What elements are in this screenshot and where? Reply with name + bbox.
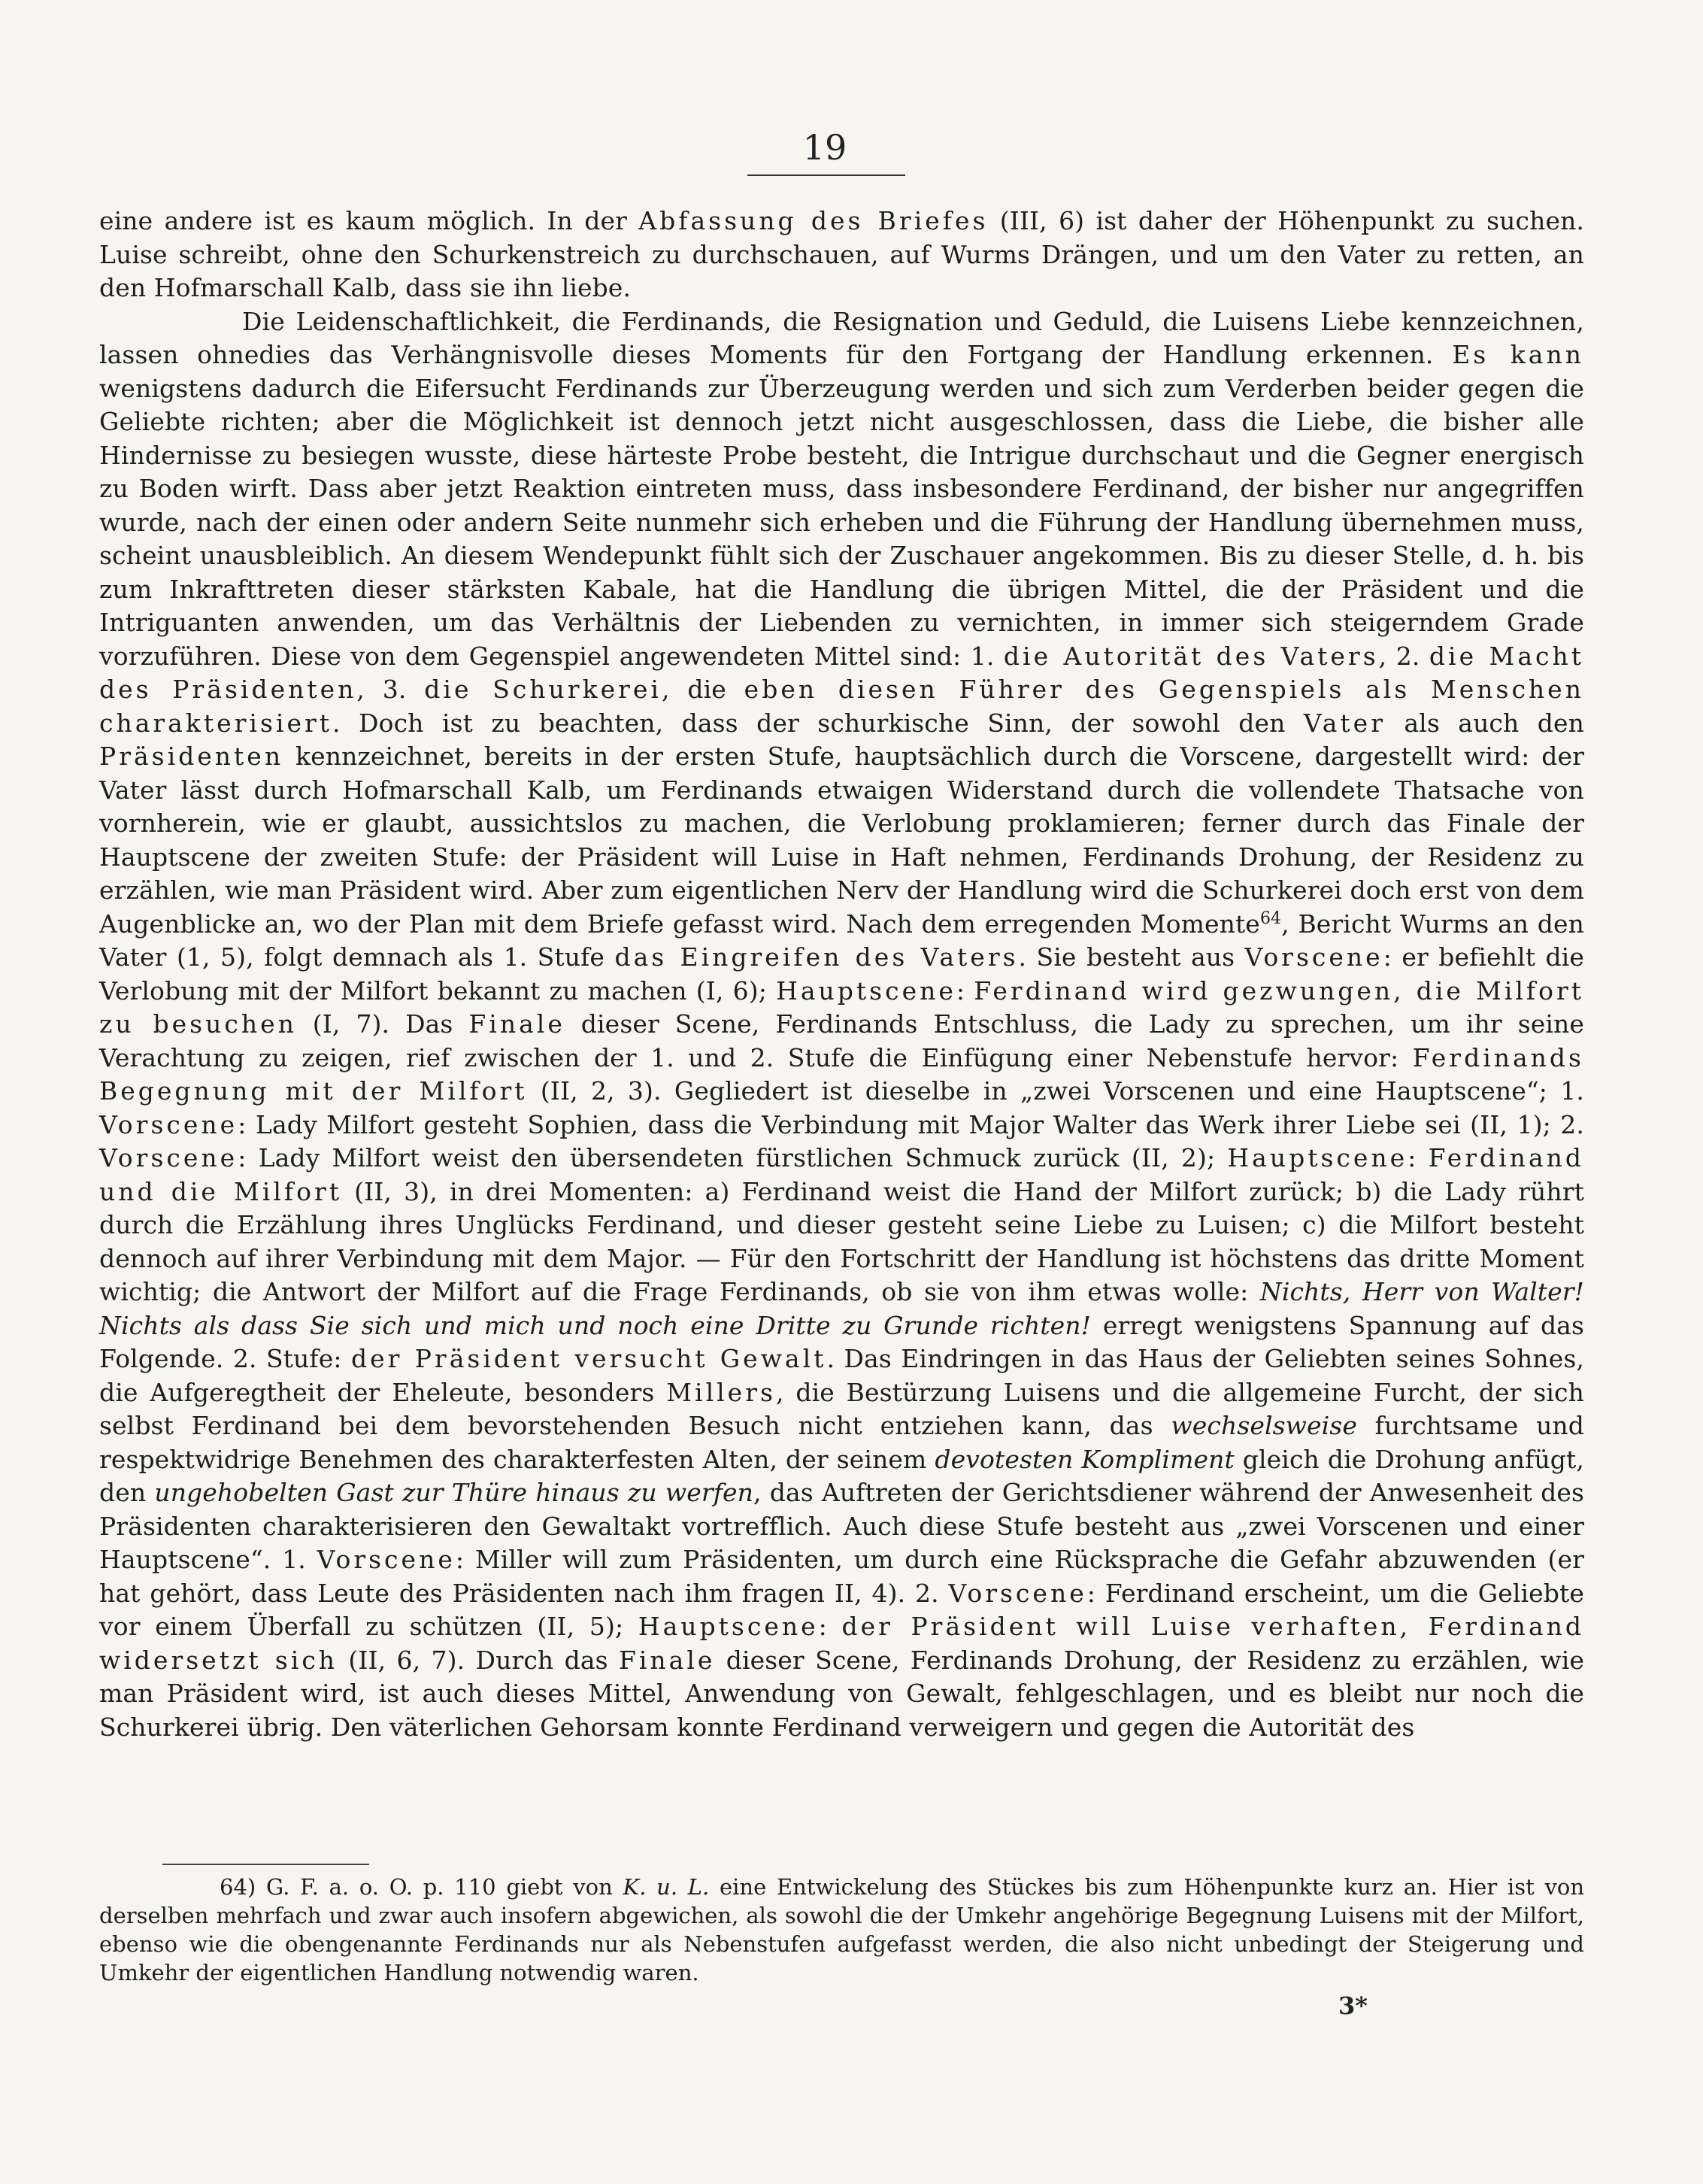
text-run: : Lady Milfort gesteht Sophien, dass die Verbindung mit Major Walter das Werk ihrer Liebe sei (II, 1); 2. — [238, 1109, 1584, 1139]
text-run: eine andere ist es kaum möglich. In der — [99, 206, 639, 235]
text-run: dieser Scene, Ferdinands Drohung, der Residenz zu erzählen, wie man Präsident wird, ist auch dieses Mittel, Anwendung von Gewalt, fehlgeschlagen, und es bleibt nur noch die Schurkerei übrig. Den väterlichen Gehorsam konnte Ferdinand verweigern und gegen die Autorität des — [99, 1645, 1584, 1742]
text-run: erregt wenigstens Spannung auf das Folgende. 2. Stufe: — [99, 1310, 1584, 1373]
text-run: (I, 7). Das — [296, 1009, 469, 1039]
main-text — [99, 205, 1584, 1744]
text-run: (II, 3), in drei Momenten: a) Ferdinand weist die Hand der Milfort zurück; b) die Lady rührt durch die Erzählung ihres Unglücks Ferdinand, und dieser gesteht seine Liebe zu Luisen; c) die Milfort besteht dennoch auf ihrer Verbindung mit dem Major. — Für den Fortschritt der Handlung ist höchstens das dritte Moment wichtig; die Antwort der Milfort auf die Frage Ferdinands, ob sie von ihm etwas wolle: — [99, 1176, 1584, 1306]
footnote-ref: 64 — [1259, 908, 1282, 928]
text-run: als auch den — [1385, 708, 1584, 738]
spaced-span: die Autorität des Vaters — [1003, 641, 1379, 671]
text-run: : — [818, 1612, 842, 1641]
italic-span: wechselsweise — [1171, 1411, 1357, 1440]
spaced-span: eben diesen Führer des Gegenspiels als Menschen charakterisiert — [99, 675, 1584, 738]
text-run: , 3. — [356, 675, 425, 704]
spaced-span: die Macht des Präsidenten — [99, 641, 1584, 704]
text-run: , die Bestürzung Luisens und die allgemeine Furcht, der sich selbst Ferdinand bei dem bevorstehenden Besuch nicht entziehen kann, das — [99, 1377, 1584, 1440]
spaced-span: Vorscene — [948, 1578, 1087, 1608]
spaced-span: Millers — [666, 1377, 776, 1407]
spaced-span: Finale — [468, 1009, 565, 1039]
text-run: furchtsame und respektwidrige Benehmen des charakterfesten Alten, der seinem — [99, 1411, 1585, 1474]
spaced-span: Abfassung des Briefes — [638, 206, 989, 235]
text-run: 64) G. F. a. o. O. p. 110 giebt von — [220, 1874, 623, 1900]
italic-span: K. u. L. — [623, 1874, 710, 1900]
spaced-span: Vater — [1303, 708, 1386, 738]
text-run: (II, 2, 3). Gegliedert ist dieselbe in „zwei Vorscenen und eine Hauptscene“; 1. — [527, 1076, 1584, 1106]
paragraph — [99, 205, 1584, 305]
spaced-span: Es kann — [1452, 340, 1584, 369]
text-run: , das Auftreten der Gerichtsdiener während der Anwesenheit des Präsidenten charakterisieren den Gewaltakt vortrefflich. Auch diese Stufe besteht aus „zwei Vorscenen und einer Hauptscene“. 1. — [99, 1478, 1584, 1574]
spaced-span: Ferdinands Begegnung mit der Milfort — [99, 1042, 1584, 1106]
italic-span: ungehobelten Gast zur Thüre hinaus zu werfen — [154, 1478, 754, 1507]
text-run: : — [956, 975, 974, 1006]
spaced-span: Vorscene — [99, 1143, 238, 1172]
text-run: , Bericht Wurms an den Vater (1, 5), folgt demnach als 1. Stufe — [99, 908, 1584, 972]
spaced-span: Präsidenten — [99, 742, 284, 771]
text-run: : Ferdinand erscheint, um die Geliebte vor einem Überfall zu schützen (II, 5); — [99, 1578, 1584, 1641]
spaced-span: Hauptscene — [1227, 1143, 1408, 1172]
text-run: gleich die Drohung anfügt, den — [99, 1444, 1584, 1507]
text-run: Die Leidenschaftlichkeit, die Ferdinands, die Resignation und Geduld, die Luisens Liebe kennzeichnen, lassen ohnedies das Verhängnisvolle dieses Moments für den Fortgang der Handlung erkennen. — [99, 306, 1584, 369]
spaced-span: der Präsident will Luise verhaften, Ferdinand widersetzt sich — [99, 1612, 1584, 1675]
text-run: (II, 6, 7). Durch das — [338, 1645, 619, 1675]
text-run: , 2. — [1378, 641, 1429, 671]
spaced-span: die Schurkerei — [424, 675, 662, 704]
text-run: . Sie besteht aus — [1018, 942, 1245, 972]
spaced-span: Ferdinand wird gezwungen, die Milfort zu besuchen — [99, 975, 1584, 1039]
text-run: wenigstens dadurch die Eifersucht Ferdinands zur Überzeugung werden und sich zum Verderben beider gegen die Geliebte richten; aber die Möglichkeit ist dennoch jetzt nicht ausgeschlossen, dass die Liebe, die bisher alle Hindernisse zu besiegen wusste, diese härteste Probe besteht, die Intrigue durchschaut und die Gegner energisch zu Boden wirft. Dass aber jetzt Reaktion eintreten muss, dass insbesondere Ferdinand, der bisher nur angegriffen wurde, nach der einen oder andern Seite nunmehr sich erheben und die Führung der Handlung übernehmen muss, scheint unausbleiblich. An diesem Wendepunkt fühlt sich der Zuschauer angekommen. Bis zu dieser Stelle, d. h. bis zum Inkrafttreten dieser stärksten Kabale, hat die Handlung die übrigen Mittel, die der Präsident und die Intriguanten anwenden, um das Verhältnis der Liebenden zu vernichten, in immer sich steigerndem Grade vorzuführen. Diese von dem Gegenspiel angewendeten Mittel sind: 1. — [99, 373, 1584, 671]
text-run: (III, 6) ist daher der Höhenpunkt zu suchen. Luise schreibt, ohne den Schurkenstreich zu durchschauen, auf Wurms Drängen, und um den Vater zu retten, an den Hofmarschall Kalb, dass sie ihn liebe. — [99, 206, 1585, 302]
text-run: kennzeichnet, bereits in der ersten Stufe, hauptsächlich durch die Vorscene, dargestellt wird: der Vater lässt durch Hofmarschall Kalb, um Ferdinands etwaigen Widerstand durch die vollendete Thatsache von vornherein, wie er glaubt, aussichtslos zu machen, die Verlobung proklamieren; ferner durch das Finale der Hauptscene der zweiten Stufe: der Präsident will Luise in Haft nehmen, Ferdinands Drohung, der Residenz zu erzählen, wie man Präsident wird. Aber zum eigentlichen Nerv der Handlung wird die Schurkerei doch erst von dem Augenblicke an, wo der Plan mit dem Briefe gefasst wird. Nach dem erregenden Momente — [99, 742, 1584, 939]
spaced-span: Vorscene — [1244, 942, 1383, 972]
italic-span: Nichts, Herr von Walter! Nichts als dass Sie sich und mich und noch eine Dritte zu Grunde richten! — [99, 1277, 1584, 1340]
footnote-separator — [162, 1864, 369, 1865]
spaced-span: der Präsident versucht Gewalt — [350, 1344, 827, 1373]
footnote — [99, 1873, 1584, 1987]
text-run: . Doch ist zu beachten, dass der schurkische Sinn, der sowohl den — [332, 708, 1304, 738]
spaced-span: Hauptscene — [638, 1612, 819, 1641]
italic-span: devotesten Kompliment — [935, 1444, 1235, 1474]
spaced-span: Ferdinand und die Milfort — [99, 1143, 1584, 1206]
footnote-text — [99, 1873, 1584, 1987]
text-run: , die — [661, 675, 744, 704]
text-run: dieser Scene, Ferdinands Entschluss, die Lady zu sprechen, um ihr seine Verachtung zu zeigen, rief zwischen der 1. und 2. Stufe die Einfügung einer Nebenstufe hervor: — [99, 1009, 1584, 1072]
spaced-span: Vorscene — [99, 1109, 238, 1139]
text-run: : Lady Milfort weist den übersendeten fürstlichen Schmuck zurück (II, 2); — [238, 1143, 1228, 1172]
spaced-span: Vorscene — [317, 1545, 456, 1574]
spaced-span: Finale — [618, 1645, 716, 1675]
paragraph — [99, 305, 1584, 1745]
page-number-rule — [747, 174, 905, 176]
page-number: 19 — [802, 127, 847, 168]
spaced-span: Hauptscene — [776, 975, 956, 1006]
text-run: : Miller will zum Präsidenten, um durch eine Rücksprache die Gefahr abzuwenden (er hat gehört, dass Leute des Präsidenten nach ihm fragen II, 4). 2. — [99, 1545, 1584, 1608]
signature-mark: 3* — [1338, 1991, 1368, 2020]
text-run: : — [1408, 1143, 1429, 1172]
text-run: . Das Eindringen in das Haus der Geliebten seines Sohnes, die Aufgeregtheit der Eheleute, besonders — [99, 1344, 1585, 1407]
text-run: : er befiehlt die Verlobung mit der Milfort bekannt zu machen (I, 6); — [99, 942, 1584, 1006]
text-run: eine Entwickelung des Stückes bis zum Höhenpunkte kurz an. Hier ist von derselben mehrfach und zwar auch insofern abgewichen, als sowohl die der Umkehr angehörige Begegnung Luisens mit der Milfort, ebenso wie die obengenannte Ferdinands nur als Nebenstufen aufgefasst werden, die also nicht unbedingt der Steigerung und Umkehr der eigentlichen Handlung notwendig waren. — [99, 1874, 1584, 1985]
spaced-span: das Eingreifen des Vaters — [614, 942, 1019, 972]
